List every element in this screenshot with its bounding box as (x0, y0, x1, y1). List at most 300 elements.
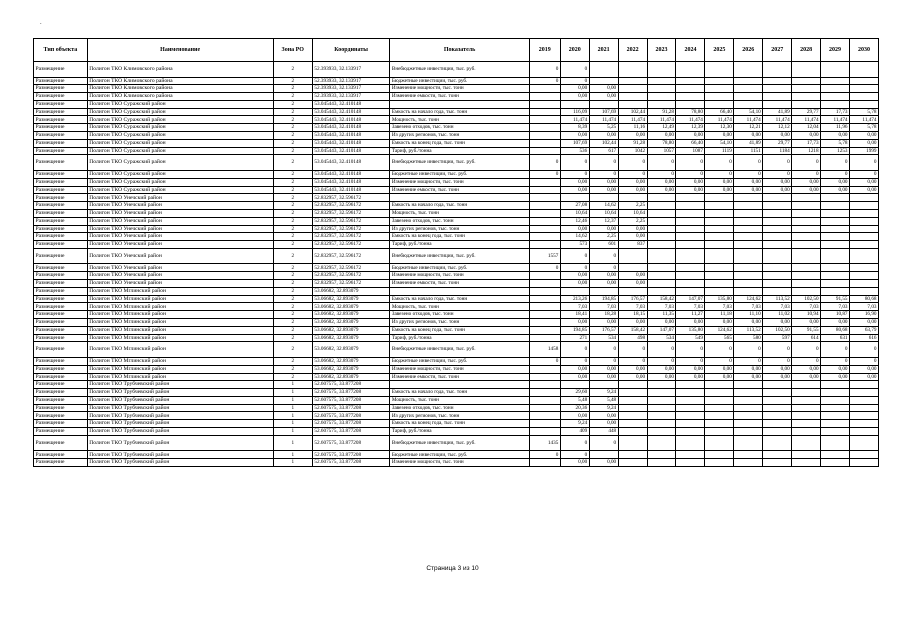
table-row (34, 170, 879, 178)
value-cell: 0,00 (705, 186, 734, 194)
object-type-cell: Размещение (34, 334, 88, 342)
value-cell: 1042 (618, 147, 647, 155)
value-cell: 0 (560, 264, 589, 272)
object-type-cell: Размещение (34, 202, 88, 210)
value-cell: 631 (821, 334, 850, 342)
value-cell (734, 396, 763, 404)
value-cell: 0,00 (763, 373, 792, 381)
value-cell (821, 85, 850, 93)
value-cell: 0,00 (676, 373, 705, 381)
value-cell (618, 248, 647, 264)
object-type-cell: Размещение (34, 225, 88, 233)
column-header: 2028 (792, 39, 821, 62)
value-cell: 534 (647, 334, 676, 342)
column-header: Наименование (87, 39, 273, 62)
value-cell: 124,62 (705, 326, 734, 334)
value-cell: 0 (821, 170, 850, 178)
value-cell (529, 132, 560, 140)
zone-cell: 2 (273, 77, 312, 85)
value-cell (647, 428, 676, 436)
value-cell: 0,00 (618, 132, 647, 140)
zone-cell: 2 (273, 202, 312, 210)
value-cell: 11,35 (647, 311, 676, 319)
value-cell: 5,48 (589, 396, 618, 404)
value-cell: 0 (647, 342, 676, 358)
value-cell: 0,00 (792, 365, 821, 373)
value-cell (821, 396, 850, 404)
value-cell (529, 389, 560, 397)
coordinates-cell: 53.045443, 32.410148 (312, 124, 389, 132)
column-header: 2022 (618, 39, 647, 62)
value-cell: 124,62 (734, 295, 763, 303)
indicator-cell: Емкость на начало года, тыс. тонн (390, 389, 529, 397)
value-cell (529, 147, 560, 155)
value-cell: 0 (705, 342, 734, 358)
value-cell (676, 287, 705, 295)
name-cell: Полигон ТКО Трубчевский район (87, 404, 273, 412)
value-cell: 7,03 (676, 303, 705, 311)
value-cell (676, 248, 705, 264)
value-cell: 27,08 (560, 202, 589, 210)
value-cell (763, 272, 792, 280)
value-cell (676, 459, 705, 467)
value-cell (763, 389, 792, 397)
table-row (34, 100, 879, 108)
value-cell: 0 (560, 357, 589, 365)
table-row (34, 311, 879, 319)
value-cell: 107,69 (589, 108, 618, 116)
value-cell (705, 85, 734, 93)
value-cell (676, 225, 705, 233)
value-cell: 0 (589, 170, 618, 178)
value-cell: 176,57 (589, 326, 618, 334)
value-cell: 0,00 (647, 365, 676, 373)
value-cell (560, 100, 589, 108)
value-cell: 11,474 (821, 116, 850, 124)
name-cell: Полигон ТКО Мглинский район (87, 311, 273, 319)
value-cell: 0 (850, 155, 879, 171)
value-cell (676, 272, 705, 280)
value-cell (850, 389, 879, 397)
indicator-cell: Емкость на начало года, тыс. тонн (390, 108, 529, 116)
value-cell: 0,00 (792, 373, 821, 381)
value-cell (647, 381, 676, 389)
object-type-cell: Размещение (34, 62, 88, 78)
value-cell (763, 93, 792, 101)
value-cell (589, 62, 618, 78)
object-type-cell: Размещение (34, 155, 88, 171)
coordinates-cell: 52.607575, 33.877208 (312, 396, 389, 404)
table-row (34, 116, 879, 124)
zone-cell: 1 (273, 428, 312, 436)
value-cell: 12,30 (705, 124, 734, 132)
value-cell: 0,00 (676, 365, 705, 373)
zone-cell: 2 (273, 108, 312, 116)
value-cell: 78,80 (647, 139, 676, 147)
table-row (34, 373, 879, 381)
object-type-cell: Размещение (34, 264, 88, 272)
coordinates-cell: 52.393933, 32.133917 (312, 85, 389, 93)
value-cell: 18,15 (618, 311, 647, 319)
object-type-cell: Размещение (34, 170, 88, 178)
column-header: Координаты (312, 39, 389, 62)
object-type-cell: Размещение (34, 147, 88, 155)
indicator-cell: Завезено отходов, тыс. тонн (390, 404, 529, 412)
value-cell (734, 428, 763, 436)
value-cell: 9,24 (589, 404, 618, 412)
value-cell (676, 404, 705, 412)
value-cell: 10,64 (560, 209, 589, 217)
table-row (34, 194, 879, 202)
value-cell (705, 209, 734, 217)
coordinates-cell: 52.607575, 33.877208 (312, 389, 389, 397)
value-cell: 0,00 (850, 319, 879, 327)
object-type-cell: Размещение (34, 420, 88, 428)
value-cell (734, 420, 763, 428)
value-cell (821, 217, 850, 225)
value-cell: 0 (850, 357, 879, 365)
value-cell (529, 139, 560, 147)
value-cell: 0,00 (763, 132, 792, 140)
zone-cell: 2 (273, 225, 312, 233)
value-cell (529, 280, 560, 288)
value-cell (734, 202, 763, 210)
value-cell: 0 (676, 155, 705, 171)
value-cell: 80,68 (821, 326, 850, 334)
value-cell (850, 93, 879, 101)
value-cell: 7,03 (734, 303, 763, 311)
value-cell (763, 233, 792, 241)
landfill-table (33, 38, 879, 467)
zone-cell: 2 (273, 124, 312, 132)
value-cell: 0 (792, 155, 821, 171)
name-cell: Полигон ТКО Трубчевский район (87, 412, 273, 420)
value-cell: 0,00 (618, 186, 647, 194)
value-cell (618, 93, 647, 101)
value-cell: 0 (560, 77, 589, 85)
value-cell: 0,00 (589, 178, 618, 186)
value-cell: 66,40 (705, 108, 734, 116)
value-cell: 601 (589, 241, 618, 249)
table-row (34, 365, 879, 373)
table-row (34, 435, 879, 451)
value-cell (705, 435, 734, 451)
value-cell (821, 202, 850, 210)
object-type-cell: Размещение (34, 389, 88, 397)
value-cell (529, 373, 560, 381)
object-type-cell: Размещение (34, 272, 88, 280)
value-cell (705, 241, 734, 249)
zone-cell: 1 (273, 389, 312, 397)
table-row (34, 248, 879, 264)
value-cell: 102,50 (763, 326, 792, 334)
name-cell: Полигон ТКО Климовского района (87, 93, 273, 101)
value-cell: 0,00 (589, 225, 618, 233)
indicator-cell: Изменение мощности, тыс. тонн (390, 365, 529, 373)
value-cell: 0,00 (560, 319, 589, 327)
table-row (34, 209, 879, 217)
indicator-cell: Завезено отходов, тыс. тонн (390, 217, 529, 225)
value-cell (705, 217, 734, 225)
value-cell (792, 194, 821, 202)
value-cell (676, 100, 705, 108)
value-cell (676, 194, 705, 202)
value-cell (763, 194, 792, 202)
value-cell (560, 194, 589, 202)
value-cell (792, 93, 821, 101)
value-cell (792, 459, 821, 467)
value-cell: 0,00 (734, 319, 763, 327)
value-cell (850, 217, 879, 225)
indicator-cell (390, 287, 529, 295)
value-cell: 580 (734, 334, 763, 342)
value-cell (821, 225, 850, 233)
value-cell: 54,10 (705, 139, 734, 147)
value-cell: 11,474 (618, 116, 647, 124)
coordinates-cell: 53.045443, 32.410148 (312, 186, 389, 194)
value-cell: 0 (763, 342, 792, 358)
zone-cell: 2 (273, 170, 312, 178)
value-cell (705, 194, 734, 202)
value-cell: 614 (792, 334, 821, 342)
indicator-cell: Емкость на начало года, тыс. тонн (390, 202, 529, 210)
value-cell: 7,03 (589, 303, 618, 311)
indicator-cell: Мощность, тыс. тонн (390, 396, 529, 404)
object-type-cell: Размещение (34, 108, 88, 116)
value-cell (734, 248, 763, 264)
table-row (34, 147, 879, 155)
value-cell (529, 303, 560, 311)
value-cell: 0,00 (618, 225, 647, 233)
value-cell (647, 62, 676, 78)
value-cell (676, 85, 705, 93)
value-cell: 11,18 (705, 311, 734, 319)
value-cell (618, 194, 647, 202)
indicator-cell: Из других регионов, тыс. тонн (390, 132, 529, 140)
indicator-cell: Мощность, тыс. тонн (390, 303, 529, 311)
indicator-cell: Емкость на конец года, тыс. тонн (390, 326, 529, 334)
zone-cell: 2 (273, 373, 312, 381)
value-cell: 102,44 (618, 108, 647, 116)
value-cell (850, 459, 879, 467)
object-type-cell: Размещение (34, 365, 88, 373)
value-cell (734, 381, 763, 389)
value-cell: 0,00 (589, 420, 618, 428)
value-cell (850, 428, 879, 436)
indicator-cell: Бюджетные инвестиции, тыс. руб. (390, 77, 529, 85)
name-cell: Полигон ТКО Суражский район (87, 100, 273, 108)
value-cell (676, 209, 705, 217)
value-cell: 0 (734, 155, 763, 171)
value-cell (792, 264, 821, 272)
indicator-cell: Внебюджетные инвестиции, тыс. руб. (390, 248, 529, 264)
value-cell (647, 77, 676, 85)
zone-cell: 2 (273, 147, 312, 155)
value-cell: 5,78 (850, 108, 879, 116)
value-cell (821, 451, 850, 459)
value-cell (850, 233, 879, 241)
value-cell (763, 264, 792, 272)
value-cell (792, 248, 821, 264)
indicator-cell: Изменение мощности, тыс. тонн (390, 459, 529, 467)
value-cell (705, 451, 734, 459)
value-cell (647, 264, 676, 272)
coordinates-cell: 53.06682, 32.893079 (312, 311, 389, 319)
zone-cell: 2 (273, 357, 312, 365)
value-cell (821, 248, 850, 264)
object-type-cell: Размещение (34, 451, 88, 459)
value-cell: 448 (589, 428, 618, 436)
value-cell (792, 280, 821, 288)
value-cell (734, 209, 763, 217)
value-cell (792, 451, 821, 459)
coordinates-cell: 53.045443, 32.410148 (312, 178, 389, 186)
value-cell: 0 (560, 451, 589, 459)
table-row (34, 412, 879, 420)
value-cell: 0,00 (589, 85, 618, 93)
value-cell (618, 85, 647, 93)
value-cell: 135,80 (705, 295, 734, 303)
value-cell: 0,00 (560, 272, 589, 280)
coordinates-cell: 53.045443, 32.410148 (312, 116, 389, 124)
object-type-cell: Размещение (34, 248, 88, 264)
object-type-cell: Размещение (34, 194, 88, 202)
value-cell: 0 (676, 342, 705, 358)
table-row (34, 459, 879, 467)
value-cell (529, 326, 560, 334)
value-cell: 0,00 (734, 132, 763, 140)
indicator-cell: Изменение мощности, тыс. тонн (390, 178, 529, 186)
value-cell (850, 241, 879, 249)
name-cell: Полигон ТКО Унечский район (87, 264, 273, 272)
table-row (34, 428, 879, 436)
value-cell: 0,00 (850, 365, 879, 373)
value-cell (529, 428, 560, 436)
value-cell (705, 100, 734, 108)
value-cell: 1253 (821, 147, 850, 155)
value-cell (734, 93, 763, 101)
value-cell (676, 264, 705, 272)
value-cell: 113,52 (734, 326, 763, 334)
value-cell (618, 420, 647, 428)
value-cell (529, 319, 560, 327)
value-cell: 0 (529, 62, 560, 78)
value-cell (647, 241, 676, 249)
table-row (34, 420, 879, 428)
value-cell: 0 (821, 342, 850, 358)
table-row (34, 264, 879, 272)
indicator-cell: Тариф, руб./тонна (390, 147, 529, 155)
value-cell (734, 62, 763, 78)
value-cell (705, 248, 734, 264)
value-cell (705, 280, 734, 288)
value-cell (763, 77, 792, 85)
value-cell: 0 (763, 155, 792, 171)
object-type-cell: Размещение (34, 280, 88, 288)
value-cell (763, 209, 792, 217)
value-cell: 17,73 (792, 139, 821, 147)
table-row (34, 217, 879, 225)
value-cell (734, 389, 763, 397)
zone-cell: 2 (273, 93, 312, 101)
value-cell (618, 412, 647, 420)
object-type-cell: Размещение (34, 319, 88, 327)
value-cell (676, 233, 705, 241)
value-cell (529, 396, 560, 404)
table-row (34, 225, 879, 233)
name-cell: Полигон ТКО Унечский район (87, 209, 273, 217)
coordinates-cell: 53.06682, 32.893079 (312, 303, 389, 311)
zone-cell: 2 (273, 132, 312, 140)
table-row (34, 334, 879, 342)
value-cell: 837 (618, 241, 647, 249)
object-type-cell: Размещение (34, 357, 88, 365)
value-cell: 0 (763, 170, 792, 178)
value-cell: 0,00 (589, 280, 618, 288)
value-cell (792, 435, 821, 451)
object-type-cell: Размещение (34, 404, 88, 412)
column-header: 2021 (589, 39, 618, 62)
indicator-cell: Внебюджетные инвестиции, тыс. руб. (390, 155, 529, 171)
value-cell (763, 280, 792, 288)
value-cell: 54,10 (734, 108, 763, 116)
value-cell: 0,00 (647, 373, 676, 381)
value-cell (647, 459, 676, 467)
value-cell (589, 100, 618, 108)
value-cell (734, 77, 763, 85)
value-cell: 0 (792, 342, 821, 358)
value-cell: 0,00 (618, 365, 647, 373)
value-cell (792, 428, 821, 436)
value-cell (734, 459, 763, 467)
value-cell: 0 (589, 155, 618, 171)
value-cell: 0 (676, 357, 705, 365)
value-cell: 147,07 (676, 295, 705, 303)
object-type-cell: Размещение (34, 287, 88, 295)
value-cell (821, 62, 850, 78)
value-cell: 0,00 (792, 132, 821, 140)
column-header: 2020 (560, 39, 589, 62)
zone-cell: 2 (273, 264, 312, 272)
value-cell (792, 381, 821, 389)
zone-cell: 1 (273, 404, 312, 412)
value-cell: 0,00 (763, 186, 792, 194)
value-cell: 0,00 (618, 373, 647, 381)
value-cell (850, 272, 879, 280)
name-cell: Полигон ТКО Унечский район (87, 280, 273, 288)
indicator-cell: Изменение мощности, тыс. тонн (390, 85, 529, 93)
coordinates-cell: 53.06682, 32.893079 (312, 287, 389, 295)
value-cell: 0 (560, 62, 589, 78)
coordinates-cell: 52.832957, 32.596172 (312, 241, 389, 249)
header-row (34, 39, 879, 62)
value-cell (529, 194, 560, 202)
value-cell: 2,25 (618, 202, 647, 210)
value-cell: 14,62 (589, 202, 618, 210)
value-cell: 0 (734, 170, 763, 178)
value-cell (529, 287, 560, 295)
value-cell: 2,25 (618, 217, 647, 225)
indicator-cell: Из других регионов, тыс. тонн (390, 225, 529, 233)
value-cell: 0,00 (792, 319, 821, 327)
value-cell: 0,00 (560, 178, 589, 186)
value-cell: 0,00 (560, 186, 589, 194)
value-cell (792, 420, 821, 428)
zone-cell: 1 (273, 451, 312, 459)
value-cell: 0,00 (705, 132, 734, 140)
value-cell (792, 217, 821, 225)
value-cell (618, 396, 647, 404)
